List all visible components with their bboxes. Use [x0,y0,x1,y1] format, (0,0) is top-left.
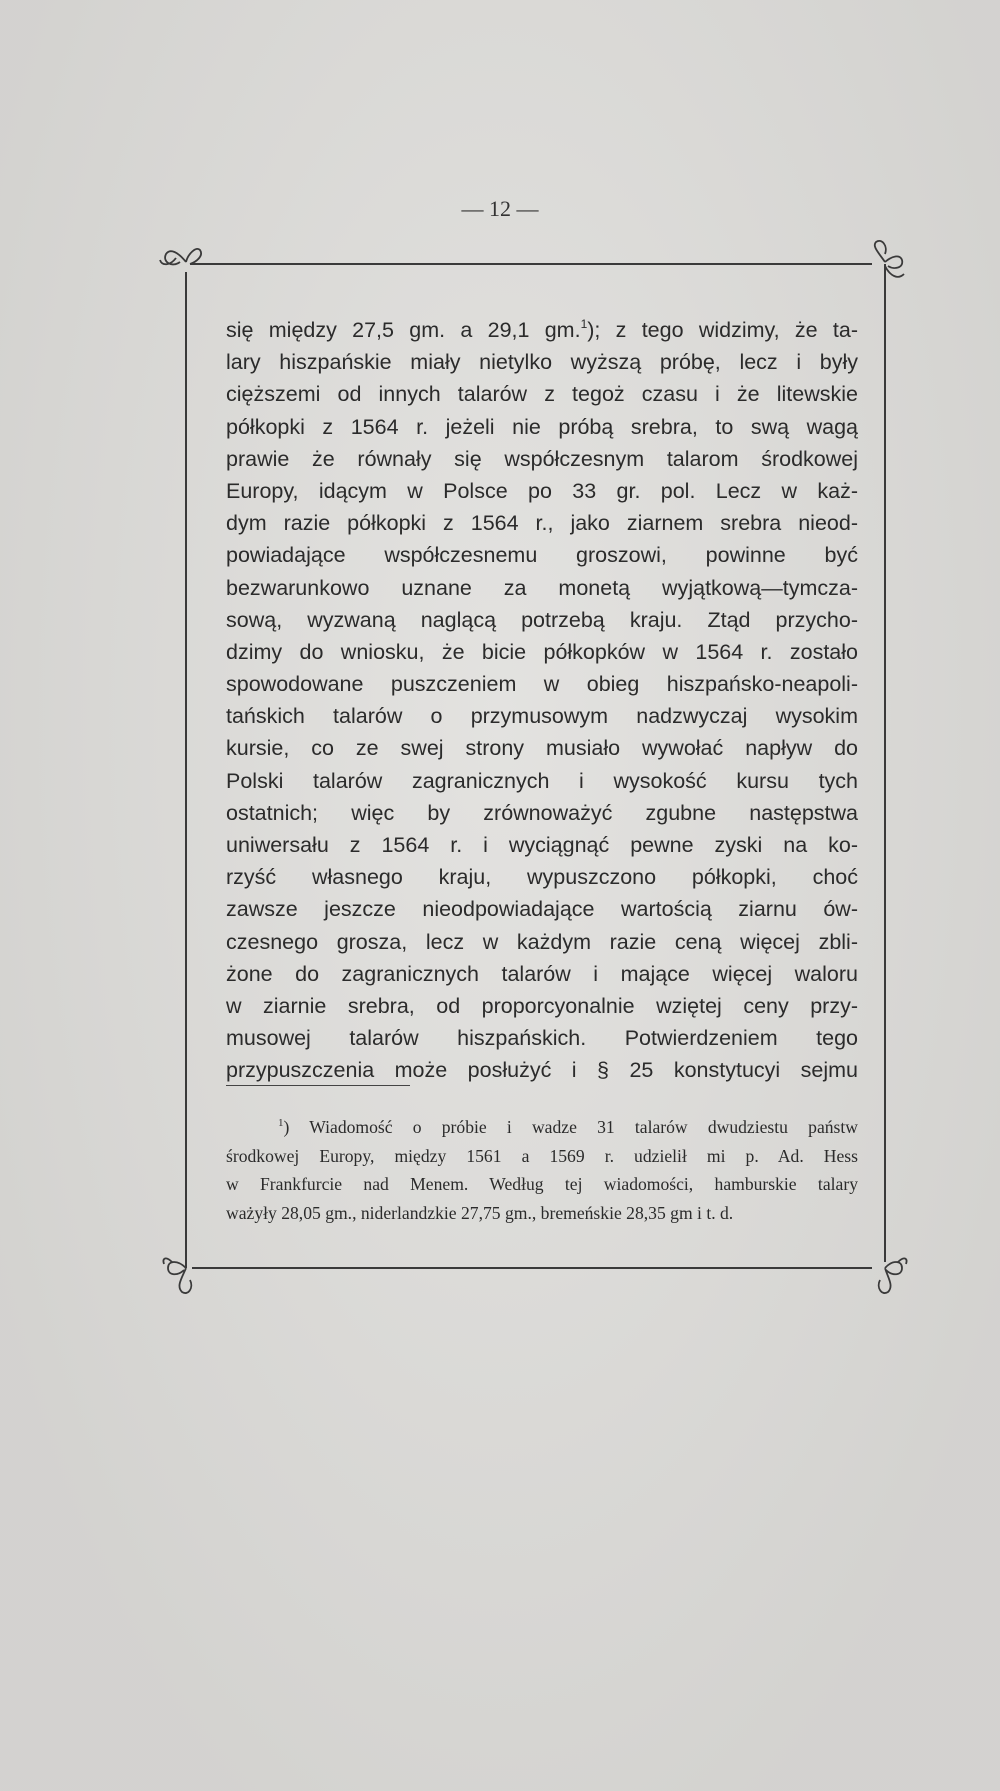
footnote-divider [226,1085,410,1086]
footnote [226,1113,858,1227]
body-text [226,314,858,1087]
footnote-line-1: $^1$) Wiadomość o próbie i wadze 31 talarów dwudziestu państw [278,1117,858,1137]
text-line: dzimy do wniosku, że bicie półkopków w 1564 r. zostało [226,639,858,664]
text-line: w ziarnie srebra, od proporcyonalnie wziętej ceny przy- [226,993,858,1018]
footnote-reference: 1 [580,317,588,331]
text-line: ostatnich; więc by zrównoważyć zgubne następstwa [226,800,858,825]
text-line: bezwarunkowo uznane za monetą wyjątkową—tymcza- [226,575,858,600]
footnote-mark: 1 [278,1117,284,1129]
text-line: rzyść własnego kraju, wypuszczono półkopki, choć [226,865,858,890]
text-line: sową, wyzwaną naglącą potrzebą kraju. Ztąd przycho- [226,607,858,632]
text-line: przypuszczenia może posłużyć i § 25 konstytucyi sejmu [226,1058,858,1083]
footnote-line: ważyły 28,05 gm., niderlandzkie 27,75 gm., bremeńskie 28,35 gm i t. d. [226,1202,734,1223]
text-line: Europy, idącym w Polsce po 33 gr. pol. Lecz w każ- [226,478,858,503]
corner-ornament-bottom-right [879,1258,907,1293]
text-line: żone do zagranicznych talarów i mające więcej waloru [226,961,858,986]
text-line: dym razie półkopki z 1564 r., jako ziarnem srebra nieod- [226,511,858,536]
text-line: musowej talarów hiszpańskich. Potwierdzeniem tego [226,1026,858,1051]
text-line: kursie, co ze swej strony musiało wywołać napływ do [226,736,858,761]
text-line: spowodowane puszczeniem w obieg hiszpańsko-neapoli- [226,672,858,697]
footnote-line: w Frankfurcie nad Menem. Według tej wiadomości, hamburskie talary [226,1174,858,1195]
text-line: prawie że równały się współczesnym talarom środkowej [226,446,858,471]
text-line: cięższemi od innych talarów z tegoż czasu i że litewskie [226,382,858,407]
text-line: półkopki z 1564 r. jeżeli nie próbą srebra, to swą wagą [226,414,858,439]
corner-ornament-bottom-left [163,1258,191,1293]
text-line: Polski talarów zagranicznych i wysokość kursu tych [226,768,858,793]
corner-ornament-top-right [875,241,904,277]
corner-ornament-top-left [160,249,201,265]
text-line: lary hiszpańskie miały nietylko wyższą próbę, lecz i były [226,350,858,375]
text-line: tańskich talarów o przymusowym nadzwyczaj wysokim [226,704,858,729]
text-line-1: się między 27,5 gm. a 29,1 gm.$^1$); z tego widzimy, że ta- [226,317,858,342]
text-line: powiadające współczesnemu groszowi, powinne być [226,543,858,568]
footnote-line: środkowej Europy, między 1561 a 1569 r. udzielił mi p. Ad. Hess [226,1145,858,1166]
page-number: — 12 — [461,196,539,221]
text-line: czesnego grosza, lecz w każdym razie ceną więcej zbli- [226,929,858,954]
text-line: zawsze jeszcze nieodpowiadające wartością ziarnu ów- [226,897,858,922]
text-line: uniwersału z 1564 r. i wyciągnąć pewne zyski na ko- [226,833,858,857]
